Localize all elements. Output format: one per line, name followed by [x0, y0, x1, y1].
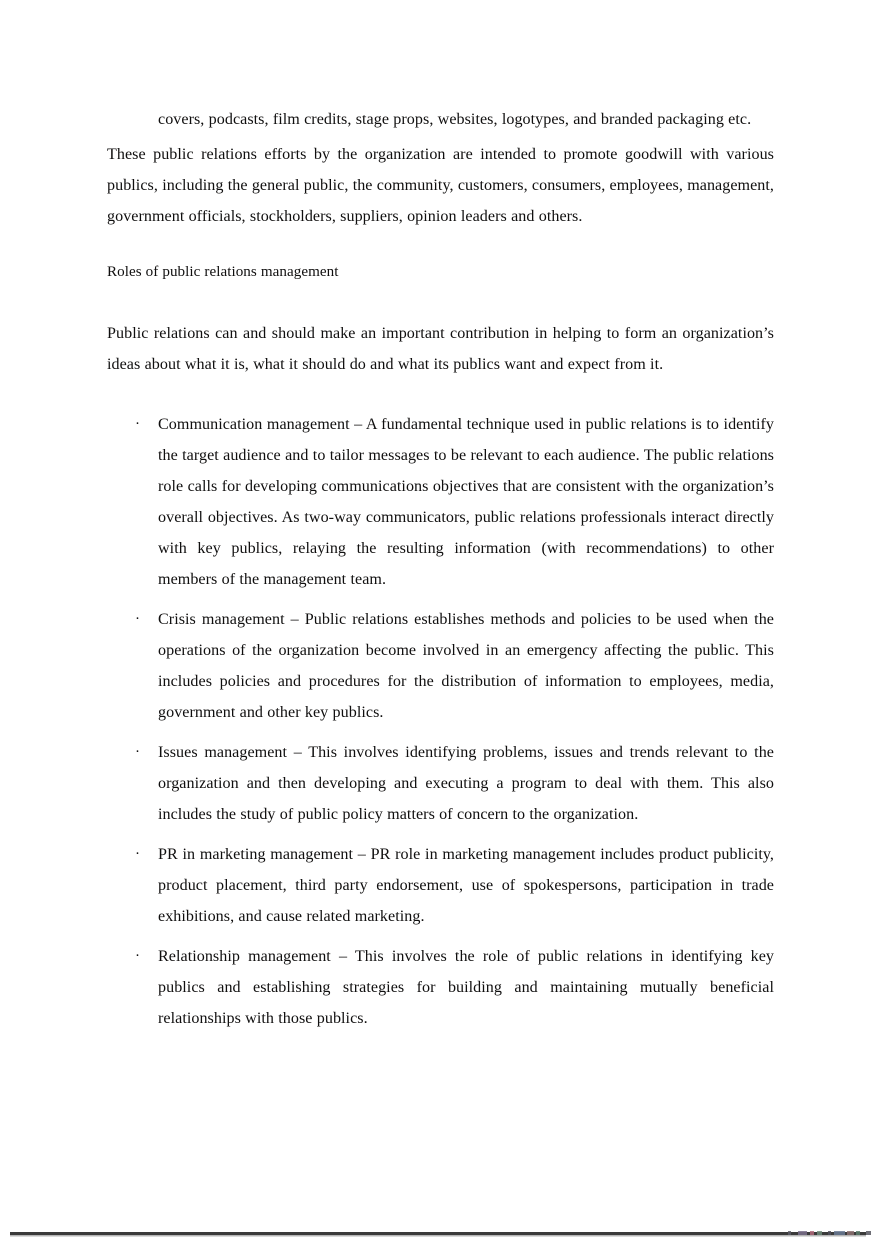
bullet-marker-icon: ·	[135, 744, 141, 760]
list-item	[135, 604, 774, 728]
bullet-marker-icon: ·	[135, 611, 141, 627]
roles-bullet-list	[107, 409, 774, 1034]
footer-divider	[10, 1232, 866, 1235]
bullet-marker-icon: ·	[135, 846, 141, 862]
paragraph-goodwill: These public relations efforts by the organization are intended to promote goodwill with various publics, including the general public, the community, customers, consumers, employees, management, government officials, stockholders, suppliers, opinion leaders and others.	[107, 146, 774, 225]
list-item	[135, 839, 774, 932]
list-item	[135, 737, 774, 830]
list-item-text: PR in marketing management – PR role in marketing management includes product publicity, product placement, third party endorsement, use of spokespersons, participation in trade exhibitions, and cause related marketing.	[158, 846, 774, 925]
document-text-column	[107, 104, 774, 1034]
section-heading-roles: Roles of public relations management	[107, 264, 339, 280]
bullet-marker-icon: ·	[135, 948, 141, 964]
bullet-marker-icon: ·	[135, 416, 141, 432]
list-item-text: Crisis management – Public relations establishes methods and policies to be used when the operations of the organization become involved in an emergency affecting the public. This includes policies and procedures for the distribution of information to employees, media, government and other key publics.	[158, 611, 774, 721]
list-item-text: Communication management – A fundamental technique used in public relations is to identify the target audience and to tailor messages to be relevant to each audience. The public relations role calls for developing communications objectives that are consistent with the organization’s overall objectives. As two-way communicators, public relations professionals interact directly with key publics, relaying the resulting information (with recommendations) to other members of the management team.	[158, 416, 774, 588]
paragraph-continuation: covers, podcasts, film credits, stage props, websites, logotypes, and branded packaging etc.	[158, 111, 752, 128]
paragraph-contribution: Public relations can and should make an important contribution in helping to form an organization’s ideas about what it is, what it should do and what its publics want and expect from it.	[107, 325, 774, 373]
list-item	[135, 409, 774, 595]
list-item-text: Relationship management – This involves the role of public relations in identifying key publics and establishing strategies for building and maintaining mutually beneficial relationships with those publics.	[158, 948, 774, 1027]
scan-artifact	[786, 1230, 874, 1236]
list-item-text: Issues management – This involves identifying problems, issues and trends relevant to the organization and then developing and executing a program to deal with them. This also includes the study of public policy matters of concern to the organization.	[158, 744, 774, 823]
list-item	[135, 941, 774, 1034]
